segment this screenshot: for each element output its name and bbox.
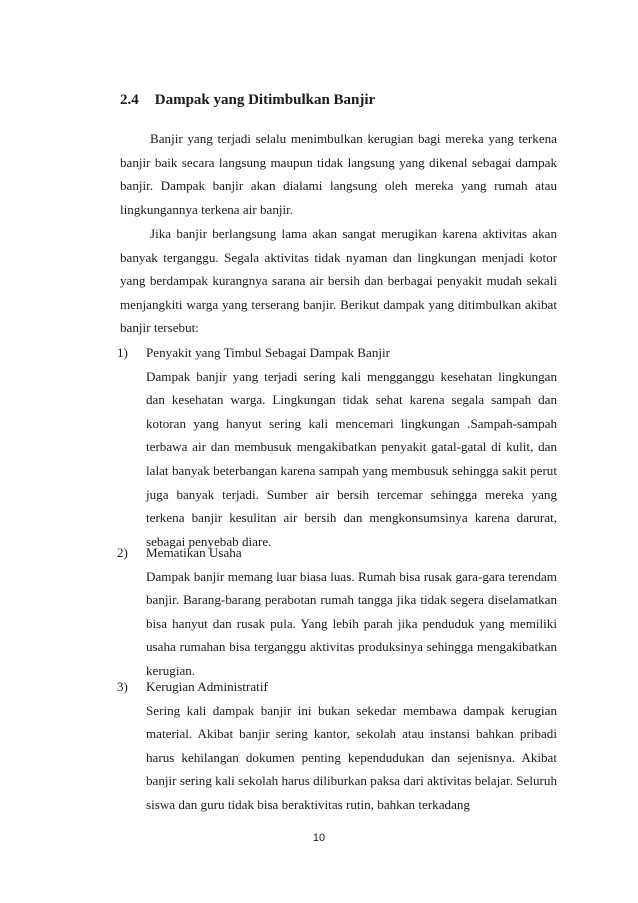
page-number: 10 xyxy=(312,832,326,844)
list-item-title: Penyakit yang Timbul Sebagai Dampak Banjir xyxy=(146,345,391,360)
list-item-body: Dampak banjir memang luar biasa luas. Rumah bisa rusak gara-gara terendam banjir. Barang-barang perabotan rumah tangga jika tidak segera diselamatkan bisa hanyut dan rusak pula. Yang lebih parah jika penduduk yang memiliki usaha rumahan bisa terganggu aktivitas produksinya sehingga mengakibatkan kerugian. xyxy=(146,568,557,678)
paragraph-impact: Jika banjir berlangsung lama akan sangat merugikan karena aktivitas akan banyak terganggu. Segala aktivitas tidak nyaman dan lingkungan menjadi kotor yang berdampak kurangnya sarana air bersih dan berbagai penyakit mudah sekali menjangkiti warga yang terserang banjir. Berikut dampak yang ditimbulkan akibat banjir tersebut: xyxy=(120,226,557,336)
paragraph-intro: Banjir yang terjadi selalu menimbulkan kerugian bagi mereka yang terkena banjir baik secara langsung maupun tidak langsung yang dikenal sebagai dampak banjir. Dampak banjir akan dialami langsung oleh mereka yang rumah atau lingkungannya terkena air banjir. xyxy=(120,131,557,217)
section-number: 2.4 xyxy=(120,92,139,108)
list-item-title: Kerugian Administratif xyxy=(146,679,268,694)
section-title: Dampak yang Ditimbulkan Banjir xyxy=(154,92,376,108)
list-item-title: Mematikan Usaha xyxy=(146,545,242,560)
list-marker: 2) xyxy=(117,545,128,560)
list-item-body: Sering kali dampak banjir ini bukan sekedar membawa dampak kerugian material. Akibat banjir sering kantor, sekolah atau instansi bahkan pribadi harus kehilangan dokumen penting kependudukan dan sejenisnya. Akibat banjir sering kali sekolah harus diliburkan paksa dari aktivitas belajar. Seluruh siswa dan guru tidak bisa beraktivitas rutin, bahkan terkadang xyxy=(146,702,557,812)
list-item-body: Dampak banjir yang terjadi sering kali mengganggu kesehatan lingkungan dan kesehatan warga. Lingkungan tidak sehat karena segala sampah dan kotoran yang hanyut sering kali mencemari lingkungan .Sampah-sampah terbawa air dan membusuk mengakibatkan penyakit gatal-gatal di kulit, dan lalat banyak beterbangan karena sampah yang membusuk sehingga sakit perut juga banyak terjadi. Sumber air bersih tercemar sehingga mereka yang terkena banjir kesulitan air bersih dan mengkonsumsinya karena darurat, sebagai penyebab diare. xyxy=(146,368,557,549)
section-heading xyxy=(120,90,375,110)
list-marker: 3) xyxy=(117,679,128,694)
list-marker: 1) xyxy=(117,345,128,360)
